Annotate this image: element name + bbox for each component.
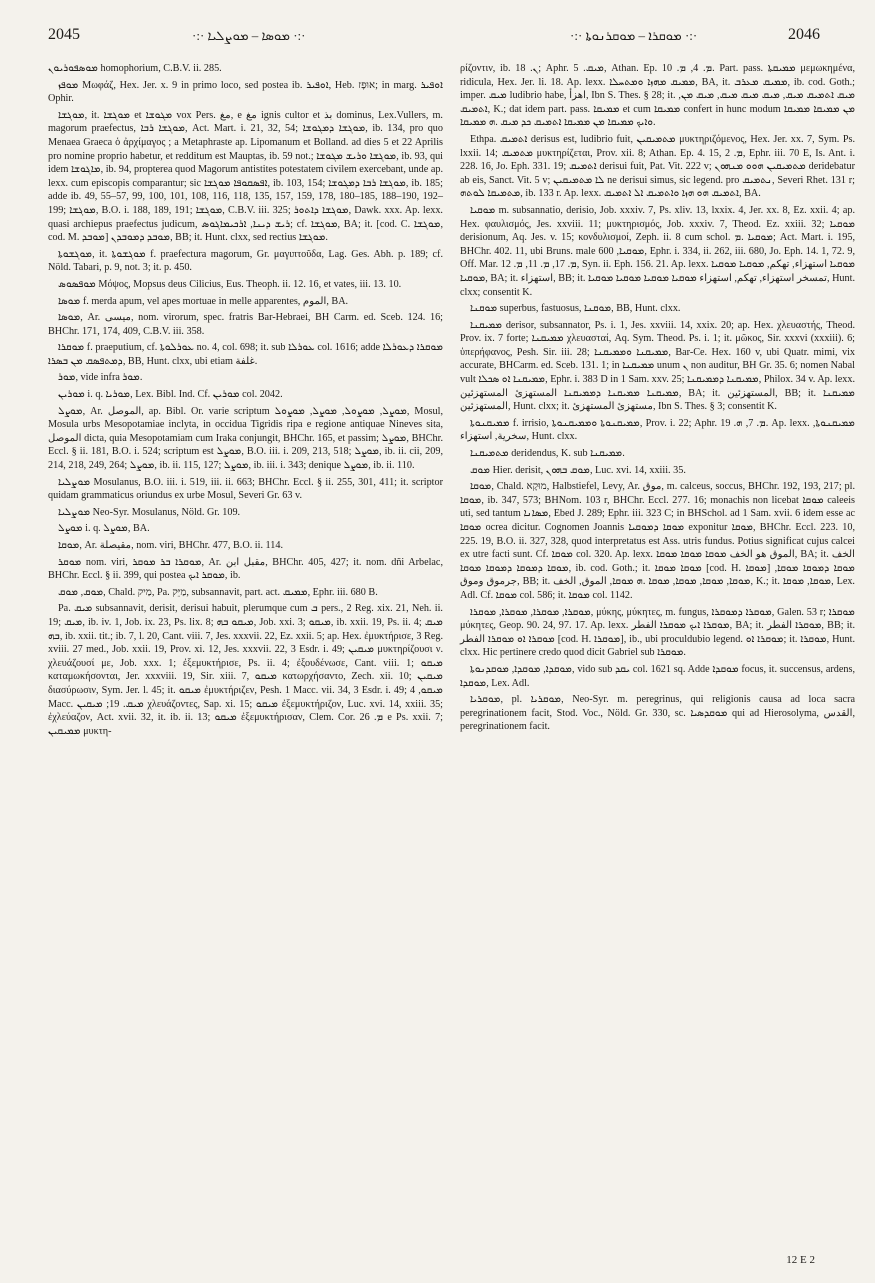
entry: ܡܘܣܐ f. merda apum, vel apes mortuae in melle apparentes, الموم, BA. xyxy=(58,295,349,307)
entry: ܡܘܩܐ, Ar. مقيصلة, nom. viri, BHChr. 477, B.O. ii. 114. xyxy=(58,540,283,551)
entry: ܡܘܩܕܐ, ܡܘܩܕܐ, ܡܘܩܕܢܘܬܐ, vido sub ܝܩܕ col. 1621 sq. Adde ܡܘܩܕܐ focus, it. succensus, ardens, ܡܘܩܕܐ, Lex. Adl. xyxy=(460,663,855,689)
entry: ܡܡܝܩܢܐ derisor, subsannator, Ps. i. 1, Jes. xxviii. 14, xxix. 20; ap. Hex. χλευαστής, Theod. Prov. ix. 7 forte; ܡܡܝܩܢܐ χλευασταί, Aq. Sym. Theod. Ps. i. 1; it. μῶκος, Sir. xxxvi (xxxiii). 6; ὑπερήφανος, Pesh. Sir. iii. 28; ܡܡܝܩܢܐ ܘܡܡܝܩܢܐ, Bar-Ce. Hex. 160 v, ubi Quatr. mimi, vix accurate, BHCarm. ed. Sceb. 131. 1; in ܡܡܝܩܢܐ unum ܢ non auditur, BH Gr. 35. 6; nomen Nabal vult ܡܡܝܩܢܐ ܐܘ ܣܟܠܐ, Ephr. i. 383 D in 1 Sam. xxv. 25; ܡܡܝܩܢܐ ܕܡܡܝܩܢܐ, Philox. 34 v. Ap. lexx. ܡܡܝܩܢܐ ܡܡܝܩܢܐ ܕܡܡܝܩܢܐ المستهزئ المستهزئين, BA; it. المستهزئين, BB; it. ܡܡܝܩܢܐ المستهزئين, Hunt. clxx; it. مستهزئ المستهزئ, Ibn S. Thes. § 3; consentit K. xyxy=(460,319,855,413)
entry: ܡܘܩܪ nom. viri, ܡܘܩܪܐ ܒܪ ܡܘܩܪ, Ar. مقبل ابن, BHChr. 405, 427; it. nom. dñi Arbelac, BHChr. Eccl. § ii. 399, qui postea ܡܘܩܪ ܐܝܟ, ib. xyxy=(48,556,444,582)
signature-mark: 12 E 2 xyxy=(786,1254,815,1266)
page-header xyxy=(0,26,875,48)
entry: ܡܘܨܠܝܐ Neo-Syr. Mosulanus, Nöld. Gr. 109. xyxy=(58,506,241,518)
entry: ܡܘܩܝܐ m. subsannatio, derisio, Job. xxxiv. 7, Ps. xliv. 13, lxxix. 4, Jer. xx. 8, Ez. xxii. 4; ap. Hex. φαυλισμός, Jes. xxviii. 11; μυκτηρισμός, Job. xxxiv. 7, Theod. Ez. xxiii. 32; ܡܘܩܝܐ derisionum, Aq. Jes. v. 15; κονδυλισμοί, Zeph. ii. 8 cum schol. ܡܘܩܝܐ .ܡ; Act. Mart. i. 195, BHChr. 402. 11, ubi Bruns. male ܡܘܩܝܐ, 600, Ephr. i. 334, ii. 262, iii. 680, Jo. Eph. 14. 1, 72. 9, Off. Mar. ܡ. 17, ܡ. 11, ܡ. 12, Syn. ii. Eph. 156. 21. Ap. lexx. ܡܘܩܝܐ استهزاء, تهكم, ܡܘܩܝܐ ܡܘܩܝܐ ܡܘܩܝܐ, BA; it. استهزاء, BB; it. تمسخر استهزاء, تهكم, استهزاء ܡܘܩܝܐ ܡܘܩܝܐ ܡܘܩܝܐ ܡܘܩܝܐ, Hunt. clxx; consentit K. xyxy=(460,204,856,298)
entry: Ethpa. ܐܬܡܝܩ derisus est, ludibrio fuit, ܡܬܡܝܩܝܢ μυκτηριζόμενος, Hex. Jer. xx. 7, Sym. Ps. lxxii. 14; ܡܬܡܝܩ μυκτηρίζεται, Prov. xii. 8; Athan. Ep. 4. 15, ܡ. 2, Ephr. iii. 70 E, Is. Ant. i. 228. 16, Jo. Eph. 331. 19; ܐܬܡܝܩ derisui fuit, Pat. Vit. 222 v; ܡܬܡܝܩܝܢ ܗܘܘ ܡܢܗܘܢ deridebatur ab eis, Sanct. Vit. 5 v; ܠܐ ܡܬܡܝܩܝܢ ne derisui simus, sic legend. pro ܢܬܡܝܩ, Severi Rhet. 131 r; ܡܬܡܝܩܐ ܠܘܬܗ, ib. 133 r. Ap. lexx. ܐܬܡܝܩ ܗܘ ܗܙܐ ܘܐܬܡܝܩ ܐܠ ܐܬܡܝܩ, BA. xyxy=(460,133,855,200)
entry: ܡܬܡܝܩܢܐ deridendus, K. sub ܡܡܝܩܢܐ. xyxy=(470,448,625,460)
entry: ܡܘܩܪܐ, ܡܘܩܪܐ, ܡܘܩܪܐ, ܡܘܩܪܐ, μύκης, μύκητες, m. fungus, ܡܘܩܪܐ ܕܡܘܩܪܐ, Galen. 53 r; ܡܘܩܪܐ μύκητες, Geop. 90. 24, 97. 17. Ap. lexx. ܡܘܩܪܐ ܐܝܟ ܡܘܩܪܐ الفطر, BA; it. ܡܘܩܪܐ الفطر, BB; it. ܡܘܩܪܐ ܐܘ ܡܘܩܪܐ الفطر [cod. H. ܡܘܩܪܐ], ib., ubi proculdubio legend. ܡܘܩܪܐ ܐܘ; it. ܡܘܩܪܐ, Hunt. clxx. Hic pertinere credo quod dicit Gabriel sub ܡܘܩܪܐ. xyxy=(460,606,855,659)
entry: ܡܘܩ, ܡܘܩ, Chald. מַיק, Pa. מַיֵּק, subsannavit, part. act. ܡܡܝܩ, Ephr. iii. 680 B. xyxy=(58,586,378,598)
entry: ܡܘܨܠܝܐ Mosulanus, B.O. iii. i. 519, iii. ii. 663; BHChr. Eccl. § ii. 255, 301, 411; it. scriptor quidam grammaticus oriundus ex urbe Mosul, Severi Gr. 63 v. xyxy=(48,476,443,502)
left-column xyxy=(48,62,443,741)
entry: ܡܘܩܪܝܐ, pl. ܡܘܩܪܝܐ, Neo-Syr. m. peregrinus, qui religionis causa ad loca sacra peregrinationem facit, Stod. Voc., Nöld. Gr. 330, sc. ܡܘܩܕܣܝܐ qui ad Hierosolyma, القدس, peregrinationem facit. xyxy=(460,694,855,733)
entry: ܡܘܩܐ, Chald. מוּקָא, Halbstiefel, Levy, Ar. موق, m. calceus, soccus, BHChr. 192, 193, 217; pl. ܡܘܩܐ, ib. 347, 573; BHNom. 103 r, BHChr. Eccl. 277. 16; monachis non licebat ܡܘܩܐ caleeis uti, sed tantum ܡܣܐܢܐ, Ebed J. 289; Ephr. iii. 323 C; in BHSchol. ad 1 Sam. xvii. 6 idem esse ac ܡܘܩܐ ocrea dicitur. Cognomen Joannis ܡܘܩܐ ܕܡܘܩܝܐ exponitur ܡܘܩܐ, BHChr. Eccl. 223. 10, 225. 19, B.O. ii. 327, 328, quod interpretatus est Ass. utris fundus. Potius significat cujus calcei ex utre facti sunt. Cf. ܡܘܩܐ col. 320. Ap. lexx. الموق هو الخف ܡܘܩܐ ܡܘܩܐ ܡܘܩܐ, BA; it. الخف ܡܘܩܐ ܕܡܘܩܐ ܕܡܘܩܐ ܡܘܩܐ, ib. cod. Goth.; it. ܡܘܩܐ ܡܘܩܐ [cod. H. ܡܘܩܐ] ܡܘܩܐ ܕܡܘܩܐ ܡܘܩܐ, جرموق وموق, BB; it. ܡܘܩܐ, ܡܘܩܐ, ܡܘܩܐ, ܡܘܩܐ .ܗ ܡܘܩܐ, الموق, الخف, K.; it. ܡܘܩܐ, ܡܘܩܐ, Lex. Adl. Cf. ܡܘܩܐ col. 586; it. ܡܘܩܐ col. 1142. xyxy=(460,481,856,601)
entry: ܡܘܣܦܘܪܝܘܢ homophorium, C.B.V. ii. 285. xyxy=(48,63,222,74)
entry: ܡܘܦܣܘܣ Μόψος, Mopsus deus Cilicius, Eus. Theoph. ii. 12. 16, et vates, iii. 13. 10. xyxy=(58,278,402,290)
entry: ܡܘܓܫܐ, it. ܡܘܓܫܐ et ܡܓܘܫܐ vox Pers. مغ, e مغ ignis cultor et بذ dominus, Lex.Vullers, m. magorum praefectus, ܡܘܓܫܐ ܪܒܐ, Act. Mart. i. 21, 32, 54; ܡܘܓܫܐ ܕܡܓܘܫܐ, ib. 134, pro quo Menaea Graeca ὁ ἀρχίμαγος ; a Metaphraste ap. Lipomanum et Bolland. ad dies 5 et 22 Aprilis pro nomine proprio habetur, et redditum est Mauptas, ib. 59 not.; ܡܘܓܫܐ ܘܪܝܫ ܡܓܘܫܐ, ib. 93, qui idem ܡܐܓܘܫܐ, ib. 94, propterea quod Magorum antistites potestatem civilem exercebant, unde ap. lexx. cum episcopis comparantur; sic ܐܦܣܩܘܦܐ ܡܘܓܫܐ, ib. 103, 154; ܡܘܓܫܐ ܪܒܐ ܕܡܓܘܫܐ, ib. 185; adde ib. 49, 55–57, 99, 100, 101, 108, 116, 118, 135, 157, 159, 178, 180–185, 188–190, 192–199; ܡܘܓܫܐ, B.O. i. 188, 189, 191; ܡܘܓܫܐ, C.B.V. iii. 325; ܡܘܓܫܐ ܕܐܬܘܪ, Dawk. xxx. Ap. lexx. quasi archiepus praefectus judicum, ܪܝܫ ܕܝܢܐ, ܐܪܟܝܡܐܓܘܣ; cf. ܡܘܓܫܐ, BA; it. [cod. C. ܡܘܓܫܐ, cod. M. ܡܘܒܕ] ܡܘܒܕ ܕܡܘܒܕܢ, BB; it. Hunt. clxx, sed rectius ܡܘܓܫܐ. xyxy=(48,109,444,244)
entry: ܡܘܪ, vide infra ܡܘܪ. xyxy=(58,372,143,384)
entry: ܡܘܪܝܢ i. q. ܡܘܪܝܐ, Lex. Bibl. Ind. Cf. ܡܘܪܝܢ col. 2042. xyxy=(58,389,283,401)
entry: ܡܘܓܫܘܬܐ, it. ܡܘܓܫܘܬܐ f. praefectura magorum, Gr. μαγιπτοῦδα, Lag. Ges. Abh. p. 189; cf. Nöld. Tabari, p. 9, not. 3; it. p. 450. xyxy=(48,248,443,274)
entry: Pa. ܡܝܩ subsannavit, derisit, derisui habuit, plerumque cum ܒ pers., 2 Reg. xix. 21, Neh. ii. 19; ܡܝܩ, ib. iv. 1, Job. ix. 23, Ps. lix. 8; ܡܝܩܘ ܒܗ, Job. xxi. 3; ܡܝܩܘ, ib. xxii. 19, Ps. ii. 4; ܡܝܩ ܒܗ, ib. xxii. tit.; ib. 7, l. 20, Cant. viii. 7, Jes. xxxvii. 22, Ez. xxii. 5; ap. Hex. ἐμυκτήρισε, 3 Reg. xviii. 27 med., Job. xxii. 19, Prov. xi. 12, Jes. xxxvii. 22, 3 Esdr. i. 49; ܡܝܩܝܢ μυκτηρίζουσι ν. χλευάζουσί με, Job. xxx. 1; ἐξεμυκτήρισε, Ps. ii. 4; ἐξουδένωσε, Cant. viii. 1; ܡܝܩܘ καταμωκήσονται, Jer. xxxviii. 19, Sir. xiii. 7, ܡܝܩܘ κατωρχήσαντο, Zech. xii. 10; ܡܝܩܝܢ διασύρωσιν, Sym. Jer. l. 45; it. ܡܝܩܘ ἐμυκτήριζεν, Pesh. 1 Macc. vii. 34, 3 Esdr. i. 49; ܡܝܩܘ, 4 Macc. ܡܝܩ. 19; ܡܝܩܝܢ χλευάζοντες, Sap. xi. 15; ܡܝܩܘ ἐξεμυκτήριζον, Luc. xvi. 14, xxiii. 35; ἐχλεύαζον, Act. xvii. 32, it. ib. ii. 13; ܡܝܩܘ ἐξεμυκτήρισαν, Clem. Cor. ܡ. 26 e Ps. xxii. 7; ܡܡܝܩܝܢ μυκτη- xyxy=(48,603,443,737)
entry: ܡܘܩܪܐ f. praeputium, cf. ܥܘܪܠܘܬܐ no. 4, col. 698; it. sub ܥܘܪܠܐ col. 1616; adde ܡܘܩܪܐ ܕܥܘܪܠܐ ܕܡܬܦܣܩ ܡܢ ܒܣܪܐ, BB, Hunt. clxx, ubi etiam غلفة. xyxy=(48,342,444,367)
entry: ܡܘܨܠ, Ar. الموصل, ap. Bibl. Or. varie scriptum ܡܘܨܠ, ܡܘܨܘܠ, ܡܘܨܠ, ܡܘܨܘܠ, Mosul, Mosula urbs Mesopotamiae inclyta, in occidua Tigridis ripa e regione antiquae Nineves sita, الموصل dicta, quia Mesopotamiam cum Iraka conjungit, BHChr. 165, et passim; ܡܘܨܠ, BHChr. Eccl. § ii. 181, B.O. i. 524; scriptum est ܡܘܨܠ, B.O. iii. i. 209, 213, 518; ܡܘܨܠ, ib. ii. cii, 209, 214, 218, 249, 264; ܡܘܨܠ, ib. ii. 115, 127; ܡܘܨܠ, ib. iii. i. 343; denique ܡܘܨܠ, ib. ii. 110. xyxy=(48,405,444,472)
entry: ܡܡܝܩܢܘܬܐ f. irrisio, ܡܡܝܩܢܘܬܐ ܘܡܡܝܩܢܘܬܐ, Prov. i. 22; Aphr. ܡ. 7, ܗ. 19. Ap. lexx. ܡܡܝܩܢܘܬܐ, سخرية, استهزاء, Hunt. clxx. xyxy=(460,417,855,443)
page-number-left: 2045 xyxy=(48,26,80,43)
entry: ܡܘܩܢܐ superbus, fastuosus, ܡܘܩܢܐ, BB, Hunt. clxx. xyxy=(470,303,681,315)
right-column xyxy=(460,62,855,737)
entry: ܡܘܦܙ Μωφάζ, Hex. Jer. x. 9 in primo loco, sed postea ib. ܐܘܦܝܪ, Heb. אוּפָז; in marg. ܐܘܦܝܪ Ophir. xyxy=(48,79,443,105)
page-number-right: 2046 xyxy=(788,26,820,43)
entry: ρίζοντιν, ib. ܢ. 18; Aphr. ܡܝܩ. 5, Athan. Ep. ܡ. 4, ܡ. 10. Part. pass. ܡܡܝܩܬܐ μεμωκημένα, ridicula, Hex. Jer. li. 18. Ap. lexx. ܡܡܝܩ ܡܗܙܐ ܘܡܬܚܠܐ, BA, it. ܡܡܝܩ ܡܥܪܒ, ib. cod. Goth.; imper. ܡܝܩ ludibrio habe, اهزأ, Ibn S. Thes. § 28; it. ܡܝܩ ܐܬܡܝܩ ܡܝܩ, ܡܝܩ ܡܝܩ ܡܝܩ, ܡܝܩ ܡܢ, ܐܬܡܝܩ, K.; dat idem part. pass. ܡܡܝܩܐ et cum ܡܡܝܩܐ confert in hunc modum ܡܢ ܡܡܝܩܐ ܡܡܝܩܐ ܘܐܝܟ ܡܡܝܩܐ ܡܢ ܡܡܝܩܐ ܐܬܡܝܩ ܟܕ ܡܝܩ .ܗ ܡܡܝܩܐ. xyxy=(460,63,856,129)
running-head-right: ·:· ܡܘܩܪܐ ‒ ܡܘܩܪܢܘܬܐ ·:· xyxy=(570,28,698,43)
entry: ܡܘܣܐ, Ar. ميسى, nom. virorum, spec. fratris Bar-Hebraei, BH Carm. ed. Sceb. 124. 16; BHChr. 171, 174, 409, C.B.V. iii. 358. xyxy=(48,312,444,337)
entry: ܡܘܩ Hier. derisit, ܡܘܩ ܒܗܘܢ, Luc. xvi. 14, xxiii. 35. xyxy=(470,464,686,476)
running-head-left: ·:· ܡܘܣܐ ‒ ܡܘܨܠܝܐ ·:· xyxy=(192,28,306,43)
entry: ܡܘܨܠ i. q. ܡܘܨܠ, BA. xyxy=(58,523,150,535)
